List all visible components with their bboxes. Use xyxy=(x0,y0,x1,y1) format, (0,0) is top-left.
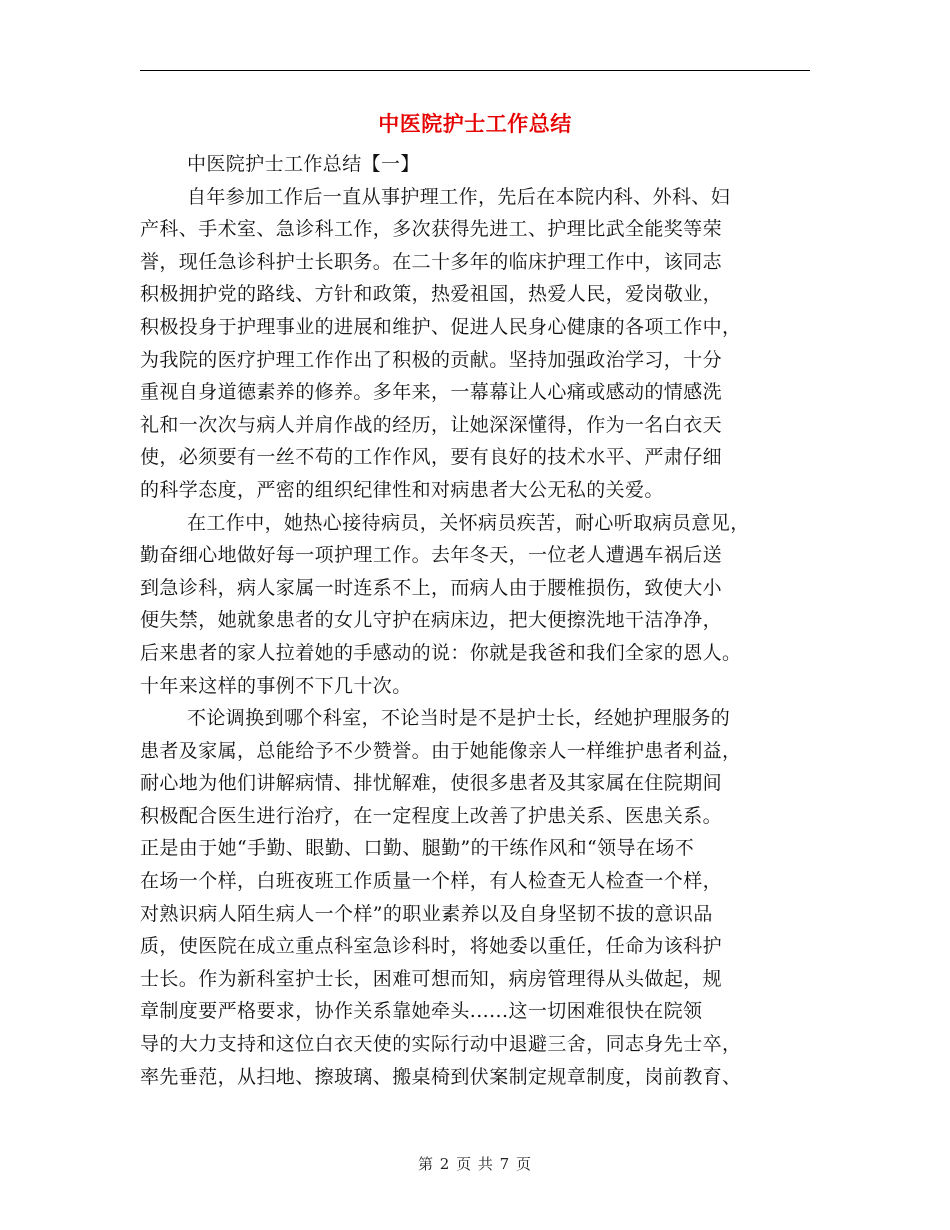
text-line: 正是由于她“手勤、眼勤、口勤、腿勤”的干练作风和“领导在场不 xyxy=(140,837,695,860)
text-line: 士长。作为新科室护士长，困难可想而知，病房管理得从头做起，规 xyxy=(140,967,723,990)
text-line: 礼和一次次与病人并肩作战的经历，让她深深懂得，作为一名白衣天 xyxy=(140,413,723,436)
text-line: 自年参加工作后一直从事护理工作，先后在本院内科、外科、妇 xyxy=(187,185,731,208)
text-line: 患者及家属，总能给予不少赞誉。由于她能像亲人一样维护患者利益， xyxy=(140,739,742,762)
text-line: 十年来这样的事例不下几十次。 xyxy=(140,674,412,697)
text-line: 为我院的医疗护理工作作出了积极的贡献。坚持加强政治学习，十分 xyxy=(140,348,723,371)
text-line: 誉，现任急诊科护士长职务。在二十多年的临床护理工作中，该同志 xyxy=(140,250,723,273)
text-line: 率先垂范，从扫地、擦玻璃、搬桌椅到伏案制定规章制度，岗前教育、 xyxy=(140,1065,742,1088)
text-line: 的科学态度，严密的组织纪律性和对病患者大公无私的关爱。 xyxy=(140,478,664,501)
text-line: 便失禁，她就象患者的女儿守护在病床边，把大便擦洗地干洁净净， xyxy=(140,609,723,632)
text-line: 后来患者的家人拉着她的手感动的说：你就是我爸和我们全家的恩人。 xyxy=(140,641,742,664)
text-line: 导的大力支持和这位白衣天使的实际行动中退避三舍，同志身先士卒， xyxy=(140,1033,742,1056)
text-line: 质，使医院在成立重点科室急诊科时，将她委以重任，任命为该科护 xyxy=(140,935,723,958)
text-line: 章制度要严格要求，协作关系靠她牵头......这一切困难很快在院领 xyxy=(140,1000,703,1023)
text-line: 到急诊科，病人家属一时连系不上，而病人由于腰椎损伤，致使大小 xyxy=(140,576,723,599)
text-line: 积极投身于护理事业的进展和维护、促进人民身心健康的各项工作中， xyxy=(140,315,742,338)
text-line: 在工作中，她热心接待病员，关怀病员疾苦，耐心听取病员意见， xyxy=(187,511,750,534)
text-line: 不论调换到哪个科室，不论当时是不是护士长，经她护理服务的 xyxy=(187,707,731,730)
text-line: 产科、手术室、急诊科工作，多次获得先进工、护理比武全能奖等荣 xyxy=(140,218,723,241)
text-line: 积极拥护党的路线、方针和政策，热爱祖国，热爱人民，爱岗敬业， xyxy=(140,283,723,306)
text-line: 耐心地为他们讲解病情、排忧解难，使很多患者及其家属在住院期间 xyxy=(140,772,723,795)
document-body xyxy=(140,148,810,1093)
header-rule xyxy=(140,70,810,71)
text-line: 对熟识病人陌生病人一个样”的职业素养以及自身坚韧不拔的意识品 xyxy=(140,902,713,925)
page-number: 第 2 页 共 7 页 xyxy=(418,1155,532,1173)
text-line: 在场一个样，白班夜班工作质量一个样，有人检查无人检查一个样， xyxy=(140,870,723,893)
text-line: 使，必须要有一丝不苟的工作作风，要有良好的技术水平、严肃仔细 xyxy=(140,446,723,469)
text-line: 重视自身道德素养的修养。多年来，一幕幕让人心痛或感动的情感洗 xyxy=(140,381,723,404)
text-line: 中医院护士工作总结【一】 xyxy=(187,153,420,175)
text-line: 勤奋细心地做好每一项护理工作。去年冬天，一位老人遭遇车祸后送 xyxy=(140,544,723,567)
document-title: 中医院护士工作总结 xyxy=(378,111,572,136)
text-line: 积极配合医生进行治疗，在一定程度上改善了护患关系、医患关系。 xyxy=(140,804,723,827)
